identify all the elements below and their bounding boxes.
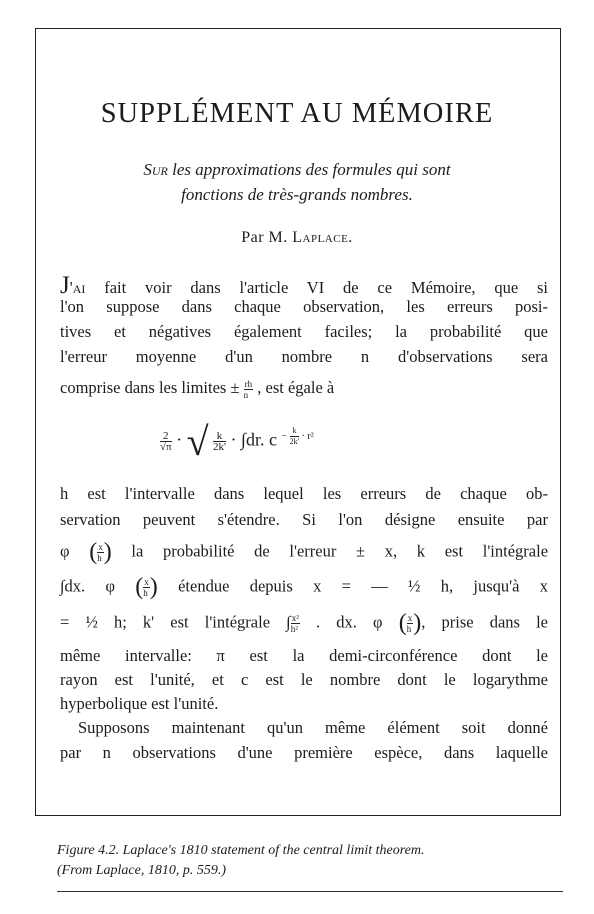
exp-frac-den: 2k': [289, 436, 300, 446]
para2-line4-text: étendue depuis x = — ½ h, jusqu'à x: [178, 576, 549, 596]
formula-frac-1-num: 2: [160, 431, 172, 442]
main-formula: $\frac{2}{√\pi}$ · √ $\frac{k}{2k'}$ · ∫dr. c $^{- \frac{k}{2k'} \cdot r^2}$: [160, 419, 314, 464]
formula-frac-2-den: 2k': [213, 441, 227, 453]
para1-line5-before: comprise dans les limites ±: [60, 378, 240, 397]
formula-frac-2: [213, 431, 226, 452]
para1-line5-after: , est égale à: [257, 378, 335, 397]
formula-frac-2-num: k: [213, 431, 226, 442]
formula-frac-1: [160, 431, 172, 452]
para2-line7: rayon est l'unité, et c est le nombre dont le logarythme: [60, 670, 548, 689]
frac-x2: x²: [291, 613, 299, 623]
para3-line1: Supposons maintenant qu'un même élément soit donné: [78, 718, 548, 737]
para2-line6: même intervalle: π est la demi-circonférence dont le: [60, 646, 548, 665]
byline-prefix: Par M.: [241, 229, 288, 246]
formula-integral: · ∫dr. c: [230, 429, 277, 450]
para1-line1-rest: fait voir dans l'article VI de ce Mémoire, que si: [104, 278, 548, 297]
root-sign: √: [186, 419, 209, 464]
frac-h2: h²: [290, 624, 298, 634]
subtitle-line-1: [0, 160, 594, 180]
paren: ): [149, 574, 158, 600]
frac-h: h: [143, 588, 148, 598]
limit-frac-den: n: [243, 389, 249, 400]
frac-h: h: [97, 553, 102, 563]
para2-line3-text: la probabilité de l'erreur ± x, k est l'intégrale: [131, 541, 549, 561]
paren: ): [103, 539, 112, 565]
para2-line5-start: = ½ h; k' est l'intégrale ∫: [60, 612, 291, 632]
para2-line4: [60, 574, 548, 601]
para2-line5: [60, 610, 548, 637]
para1-line3: tives et négatives également faciles; la probabilité que: [60, 322, 548, 341]
para1-line5: [60, 378, 548, 400]
formula-exponent: − k 2k' · r²: [281, 425, 314, 446]
exponent-frac: [290, 426, 299, 447]
figure-caption-line-1: Figure 4.2. Laplace's 1810 statement of the central limit theorem.: [57, 843, 425, 858]
frac-x: x: [407, 613, 413, 623]
para1-line1: [60, 272, 548, 300]
caption-rule: [57, 891, 563, 892]
para2-line2: servation peuvent s'étendre. Si l'on désigne ensuite par: [60, 510, 548, 529]
frac-x: x: [144, 577, 149, 587]
dropcap: J: [60, 272, 70, 299]
paren: ): [413, 610, 422, 636]
para2-line1: h est l'intervalle dans lequel les erreurs de chaque ob-: [60, 484, 548, 503]
frac-x2-h2: [291, 613, 300, 634]
para1-line4: l'erreur moyenne d'un nombre n d'observations sera: [60, 347, 548, 366]
para2-line3: [60, 539, 548, 566]
frac-h: h: [406, 624, 412, 634]
formula-frac-1-den: √π: [160, 441, 172, 453]
frac-x: x: [98, 542, 103, 552]
byline: [0, 229, 594, 247]
phi-symbol: φ: [60, 541, 70, 561]
dropcap-rest: 'ai: [69, 278, 86, 297]
para3-line2: par n observations d'une première espèce, dans laquelle: [60, 743, 548, 762]
limit-frac-num: rh: [244, 378, 253, 389]
exp-frac-num: k: [290, 426, 299, 437]
para2-line5-mid: . dx. φ: [316, 612, 383, 632]
para2-line4-start: ∫dx. φ: [60, 576, 115, 596]
paren: (: [135, 574, 144, 600]
exp-tail: · r²: [301, 430, 314, 442]
subtitle-line-2: fonctions de très-grands nombres.: [181, 185, 413, 204]
paren: (: [398, 610, 407, 636]
paren: (: [89, 539, 98, 565]
subtitle-cap: Sur: [143, 160, 168, 179]
limit-fraction: [244, 379, 254, 400]
para1-line2: l'on suppose dans chaque observation, les erreurs posi-: [60, 297, 548, 316]
figure-caption-line-2: (From Laplace, 1810, p. 559.): [57, 863, 227, 878]
page-title: SUPPLÉMENT AU MÉMOIRE: [100, 98, 494, 129]
para2-line5-end: , prise dans le: [421, 612, 548, 632]
byline-author: Laplace.: [292, 229, 353, 246]
subtitle-text-1: les approximations des formules qui sont: [172, 160, 451, 179]
para2-line8: hyperbolique est l'unité.: [60, 694, 219, 713]
